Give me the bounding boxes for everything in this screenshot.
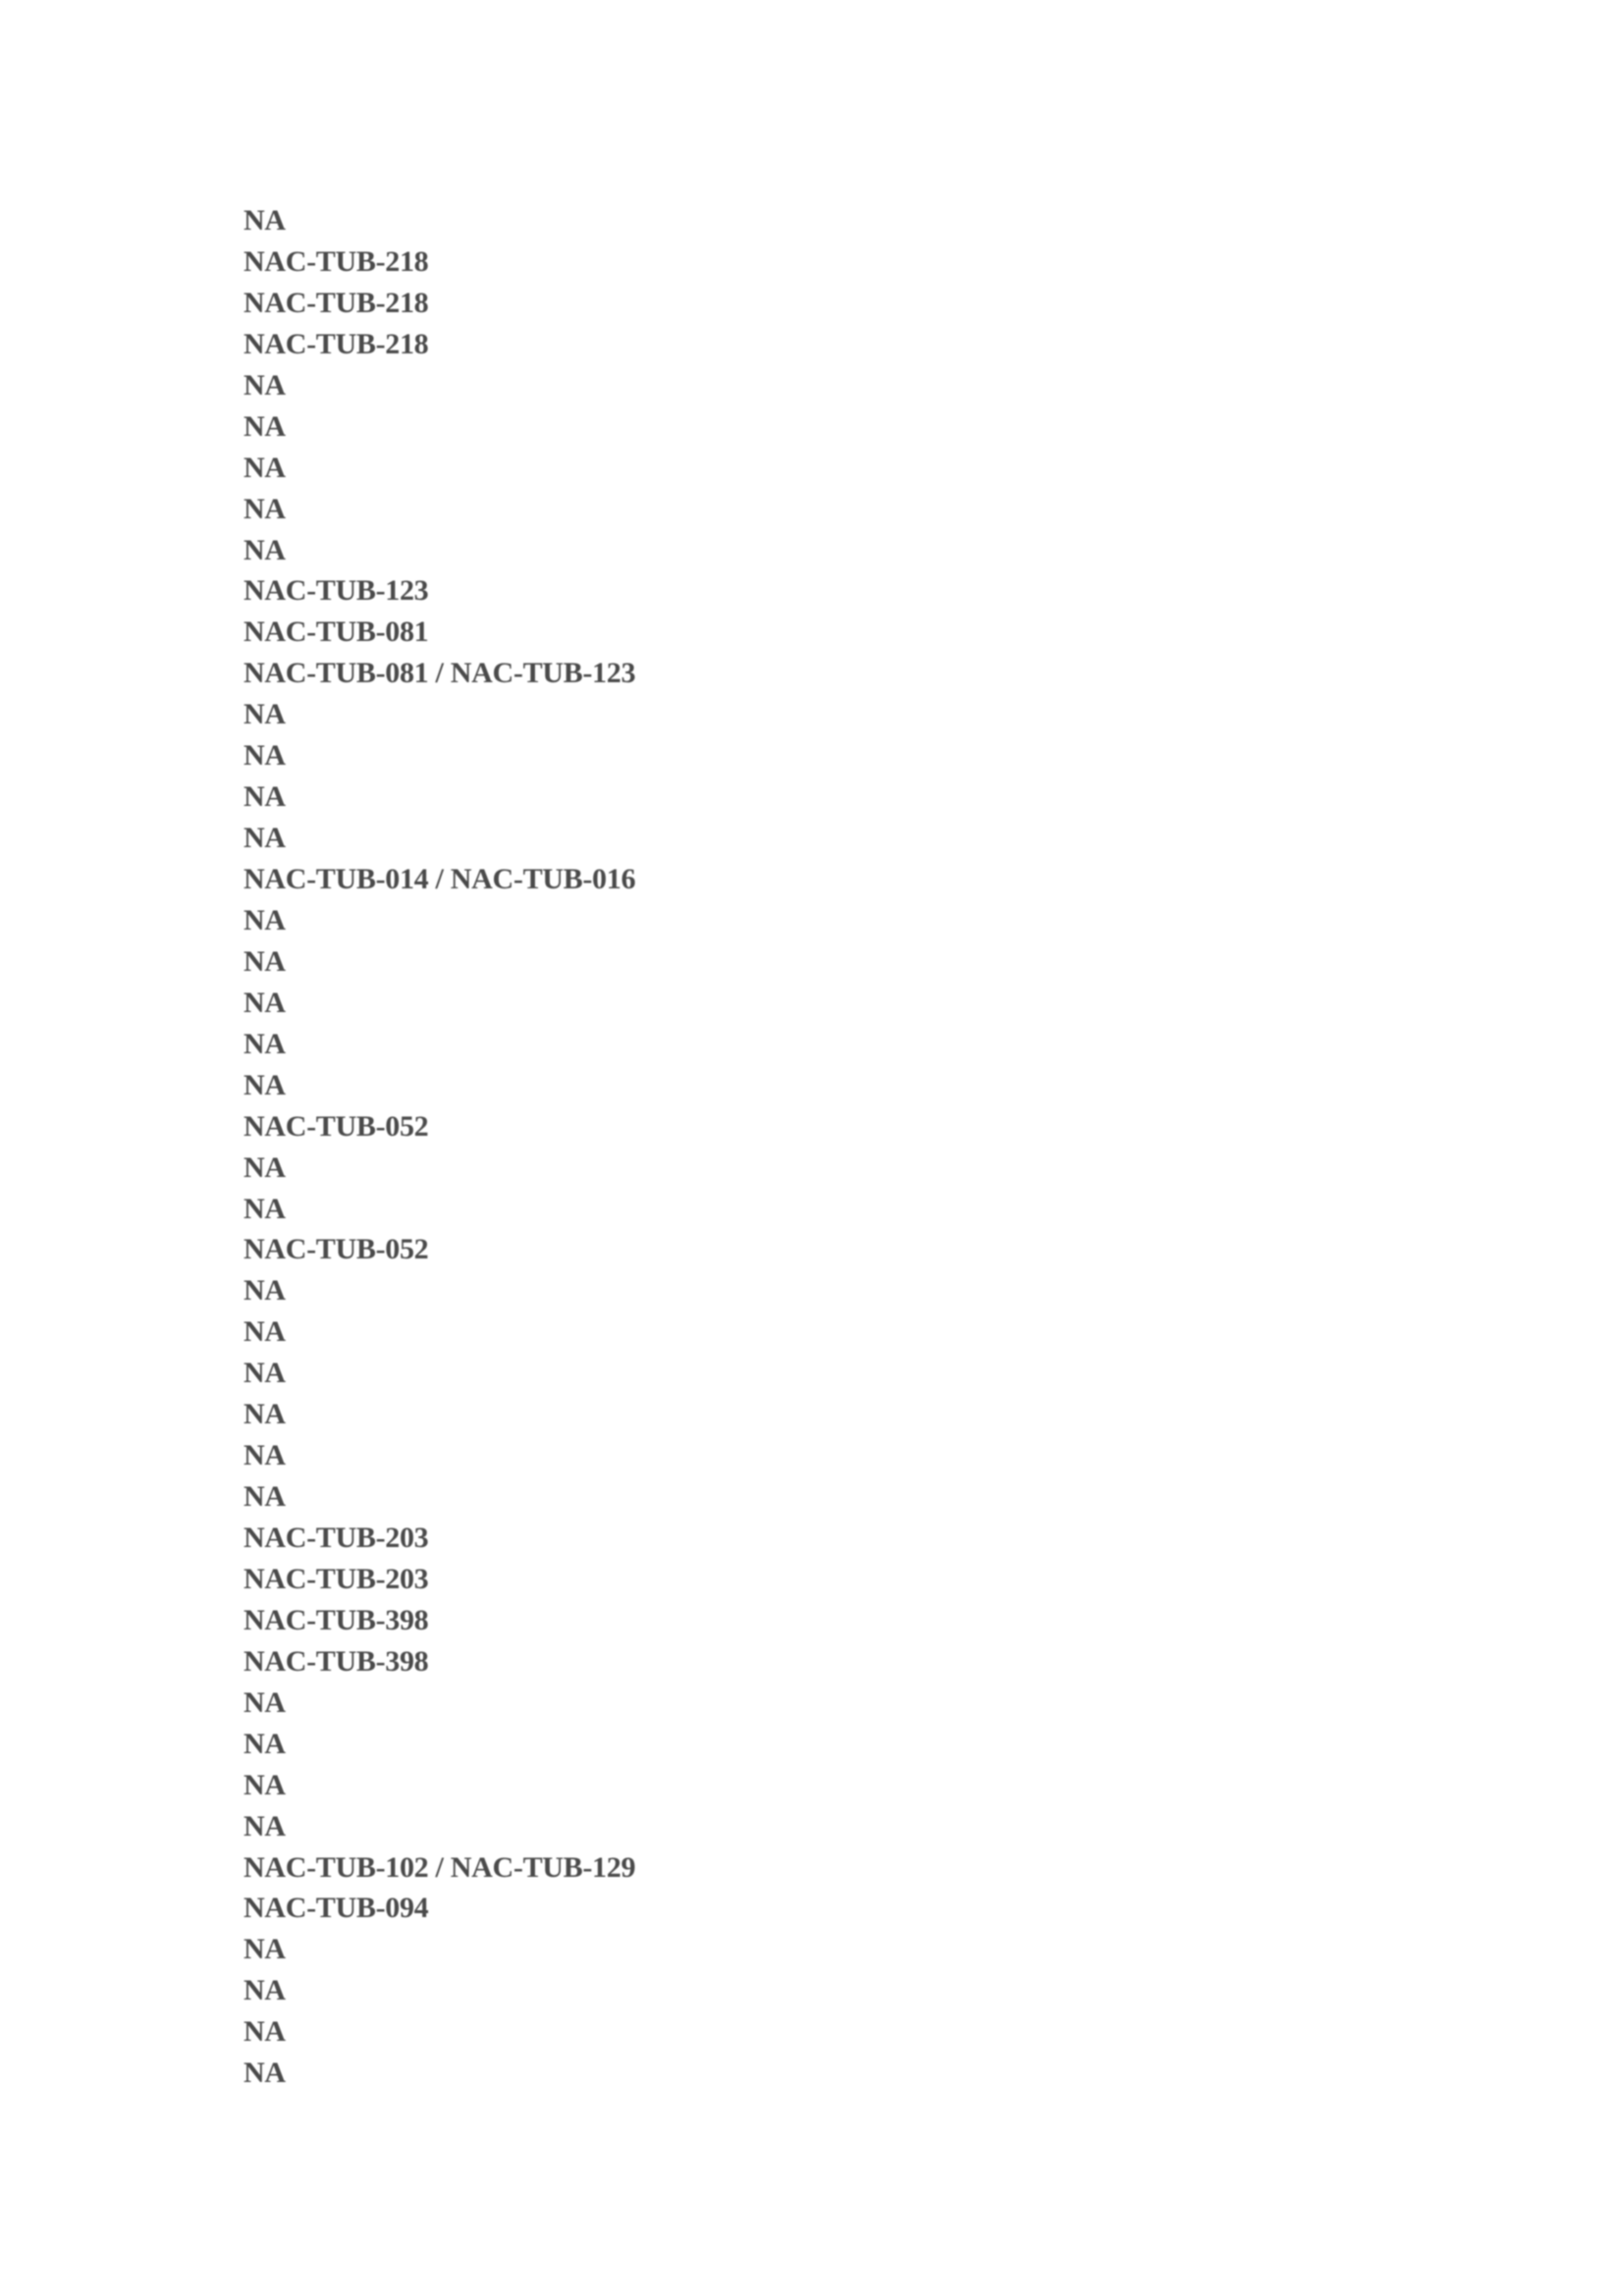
entry-list	[244, 200, 635, 2094]
list-item: NA	[244, 1809, 286, 1842]
list-item: NAC-TUB-081	[244, 615, 429, 649]
list-item: NAC-TUB-052	[244, 1233, 429, 1266]
list-item: NAC-TUB-398	[244, 1644, 429, 1678]
list-item: NA	[244, 368, 286, 401]
list-item: NA	[244, 944, 286, 978]
list-item: NA	[244, 1768, 286, 1801]
list-item: NAC-TUB-398	[244, 1603, 429, 1636]
list-item: NAC-TUB-218	[244, 244, 429, 278]
list-item: NA	[244, 1027, 286, 1060]
list-item: NAC-TUB-014 / NAC-TUB-016	[244, 863, 636, 895]
list-item: NAC-TUB-218	[244, 286, 429, 319]
list-item: NA	[244, 1192, 286, 1225]
list-item: NA	[244, 1274, 286, 1308]
list-item: NAC-TUB-203	[244, 1522, 429, 1554]
list-item: NA	[244, 986, 286, 1019]
list-item: NA	[244, 1068, 286, 1101]
list-item: NA	[244, 903, 286, 936]
list-item: NA	[244, 1685, 286, 1719]
list-item: NAC-TUB-102 / NAC-TUB-129	[244, 1850, 636, 1884]
list-item: NA	[244, 2056, 286, 2090]
list-item: NA	[244, 451, 286, 484]
list-item: NA	[244, 204, 286, 237]
list-item: NAC-TUB-094	[244, 1892, 429, 1925]
list-item: NA	[244, 409, 286, 443]
list-item: NAC-TUB-081 / NAC-TUB-123	[244, 657, 636, 690]
list-item: NAC-TUB-123	[244, 574, 429, 608]
list-item: NA	[244, 1150, 286, 1184]
list-item: NA	[244, 822, 286, 855]
list-item: NAC-TUB-052	[244, 1109, 429, 1143]
list-item: NA	[244, 739, 286, 773]
list-item: NA	[244, 1315, 286, 1349]
list-item: NA	[244, 1974, 286, 2007]
list-item: NA	[244, 1480, 286, 1514]
list-item: NA	[244, 1357, 286, 1390]
list-item: NA	[244, 698, 286, 731]
list-item: NA	[244, 1727, 286, 1760]
list-item: NAC-TUB-218	[244, 327, 429, 360]
list-item: NA	[244, 780, 286, 814]
list-item: NA	[244, 1439, 286, 1472]
list-item: NA	[244, 1933, 286, 1966]
list-item: NA	[244, 533, 286, 566]
list-item: NA	[244, 2015, 286, 2049]
list-item: NA	[244, 1398, 286, 1431]
list-item: NA	[244, 492, 286, 525]
list-item: NAC-TUB-203	[244, 1562, 429, 1595]
